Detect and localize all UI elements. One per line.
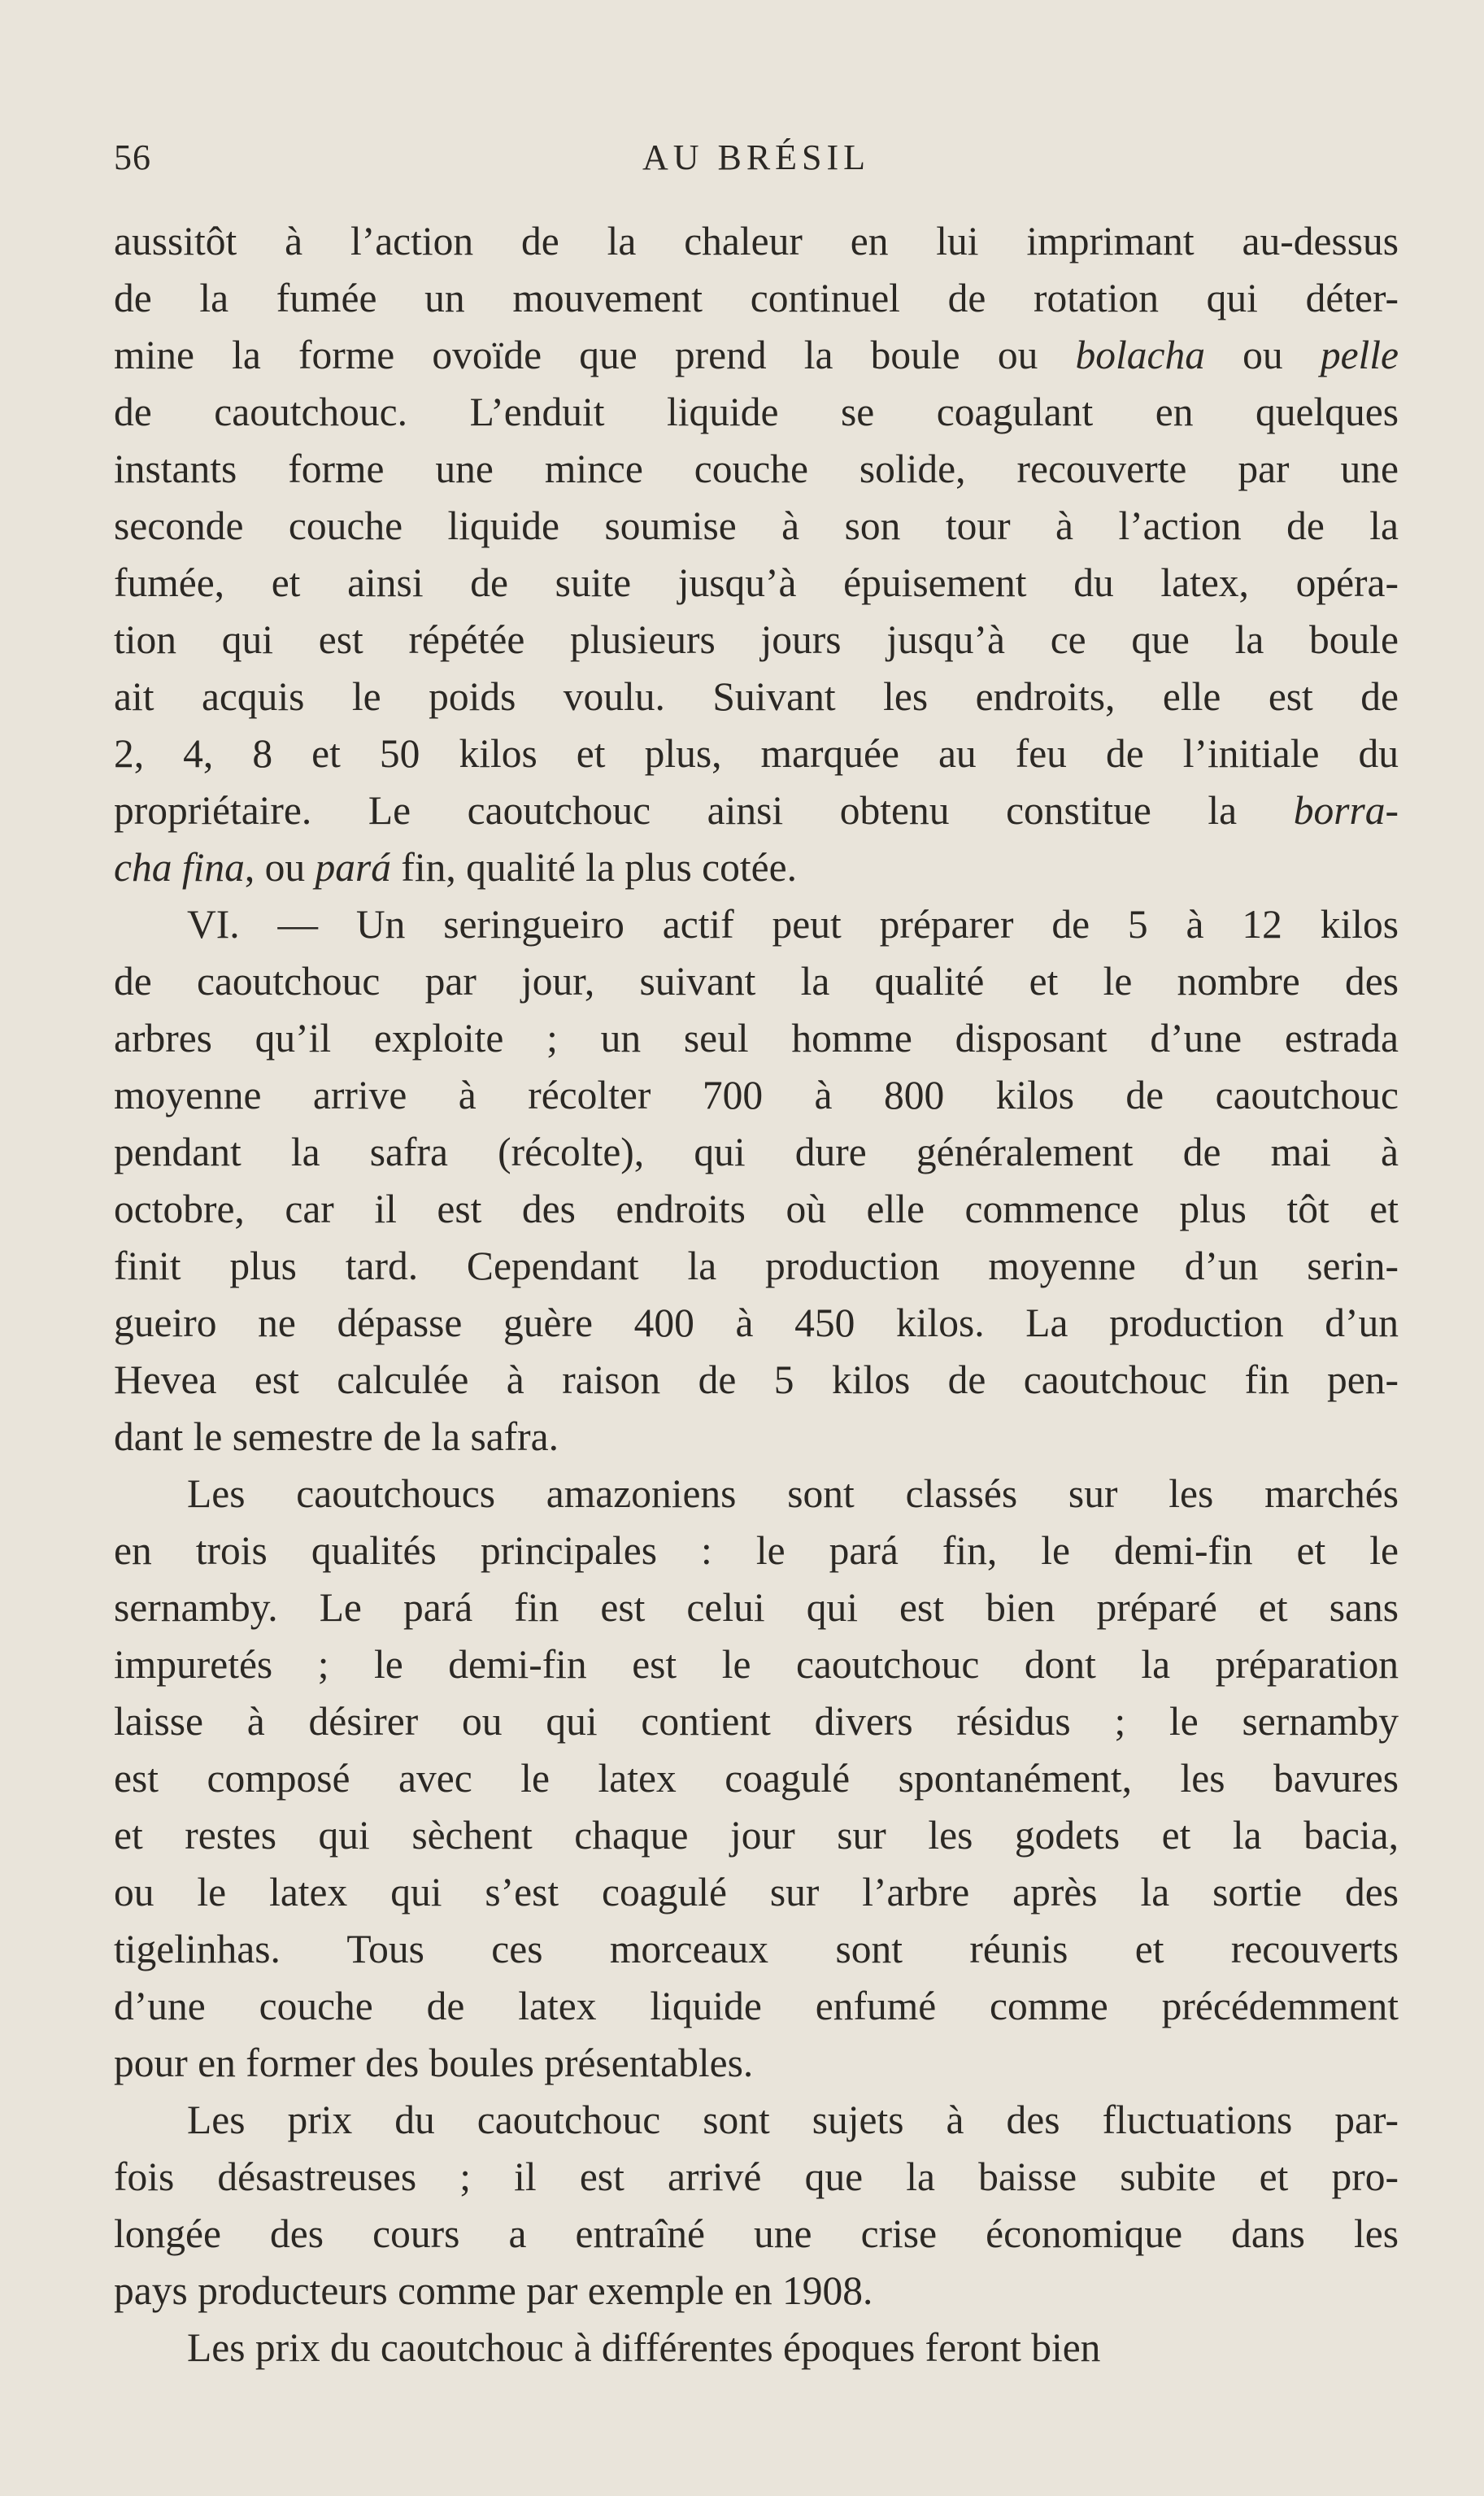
text-line: fois désastreuses ; il est arrivé que la baisse subite et pro-: [114, 2154, 1399, 2199]
text-line: Les caoutchoucs amazoniens sont classés sur les marchés: [187, 1471, 1399, 1516]
text-line: Les prix du caoutchouc sont sujets à des fluctuations par-: [187, 2097, 1399, 2142]
text-line: Hevea est calculée à raison de 5 kilos de caoutchouc fin pen-: [114, 1357, 1399, 1402]
paragraph: [114, 2320, 1399, 2376]
text-line: pour en former des boules présentables.: [114, 2041, 754, 2085]
text-line: aussitôt à l’action de la chaleur en lui imprimant au-dessus: [114, 219, 1399, 264]
paragraph: [114, 213, 1399, 896]
text-line: est composé avec le latex coagulé spontanément, les bavures: [114, 1756, 1399, 1801]
text-line: de caoutchouc par jour, suivant la qualité et le nombre des: [114, 959, 1399, 1004]
text-line: mine la forme ovoïde que prend la boule ou bolacha ou pelle: [114, 333, 1399, 377]
text-line: cha fina, ou pará fin, qualité la plus cotée.: [114, 845, 797, 890]
text-line: et restes qui sèchent chaque jour sur les godets et la bacia,: [114, 1813, 1399, 1858]
page-header: [114, 137, 1399, 194]
text-line: octobre, car il est des endroits où elle commence plus tôt et: [114, 1187, 1399, 1231]
text-line: seconde couche liquide soumise à son tour à l’action de la: [114, 503, 1399, 548]
body-text: [114, 213, 1399, 2376]
text-line: dant le semestre de la safra.: [114, 1414, 559, 1459]
paragraph: [114, 2092, 1399, 2320]
text-line: VI. — Un seringueiro actif peut préparer de 5 à 12 kilos: [187, 902, 1399, 947]
running-title: AU BRÉSIL: [642, 137, 871, 177]
page-number: 56: [114, 137, 151, 177]
text-line: arbres qu’il exploite ; un seul homme disposant d’une estrada: [114, 1016, 1399, 1061]
text-line: tigelinhas. Tous ces morceaux sont réunis et recouverts: [114, 1927, 1399, 1971]
text-line: 2, 4, 8 et 50 kilos et plus, marquée au feu de l’initiale du: [114, 731, 1399, 776]
paragraph: [114, 1466, 1399, 2092]
text-line: pays producteurs comme par exemple en 1908.: [114, 2268, 873, 2313]
text-line: sernamby. Le pará fin est celui qui est bien préparé et sans: [114, 1585, 1399, 1630]
text-line: de caoutchouc. L’enduit liquide se coagulant en quelques: [114, 390, 1399, 434]
text-line: instants forme une mince couche solide, recouverte par une: [114, 446, 1399, 491]
paragraph: [114, 896, 1399, 1466]
text-line: en trois qualités principales : le pará fin, le demi-fin et le: [114, 1528, 1399, 1573]
text-line: laisse à désirer ou qui contient divers résidus ; le sernamby: [114, 1699, 1399, 1744]
text-line: impuretés ; le demi-fin est le caoutchouc dont la préparation: [114, 1642, 1399, 1687]
text-line: de la fumée un mouvement continuel de rotation qui déter-: [114, 276, 1399, 320]
text-line: propriétaire. Le caoutchouc ainsi obtenu constitue la borra-: [114, 788, 1399, 833]
text-line: finit plus tard. Cependant la production moyenne d’un serin-: [114, 1244, 1399, 1288]
text-line: ait acquis le poids voulu. Suivant les endroits, elle est de: [114, 674, 1399, 719]
text-line: gueiro ne dépasse guère 400 à 450 kilos. La production d’un: [114, 1300, 1399, 1345]
text-line: tion qui est répétée plusieurs jours jusqu’à ce que la boule: [114, 617, 1399, 662]
text-line: fumée, et ainsi de suite jusqu’à épuisement du latex, opéra-: [114, 560, 1399, 605]
text-line: moyenne arrive à récolter 700 à 800 kilos de caoutchouc: [114, 1073, 1399, 1117]
text-line: d’une couche de latex liquide enfumé comme précédemment: [114, 1984, 1399, 2028]
text-line: ou le latex qui s’est coagulé sur l’arbre après la sortie des: [114, 1870, 1399, 1914]
text-line: Les prix du caoutchouc à différentes époques feront bien: [187, 2325, 1101, 2370]
text-line: pendant la safra (récolte), qui dure généralement de mai à: [114, 1130, 1399, 1174]
text-line: longée des cours a entraîné une crise économique dans les: [114, 2211, 1399, 2256]
